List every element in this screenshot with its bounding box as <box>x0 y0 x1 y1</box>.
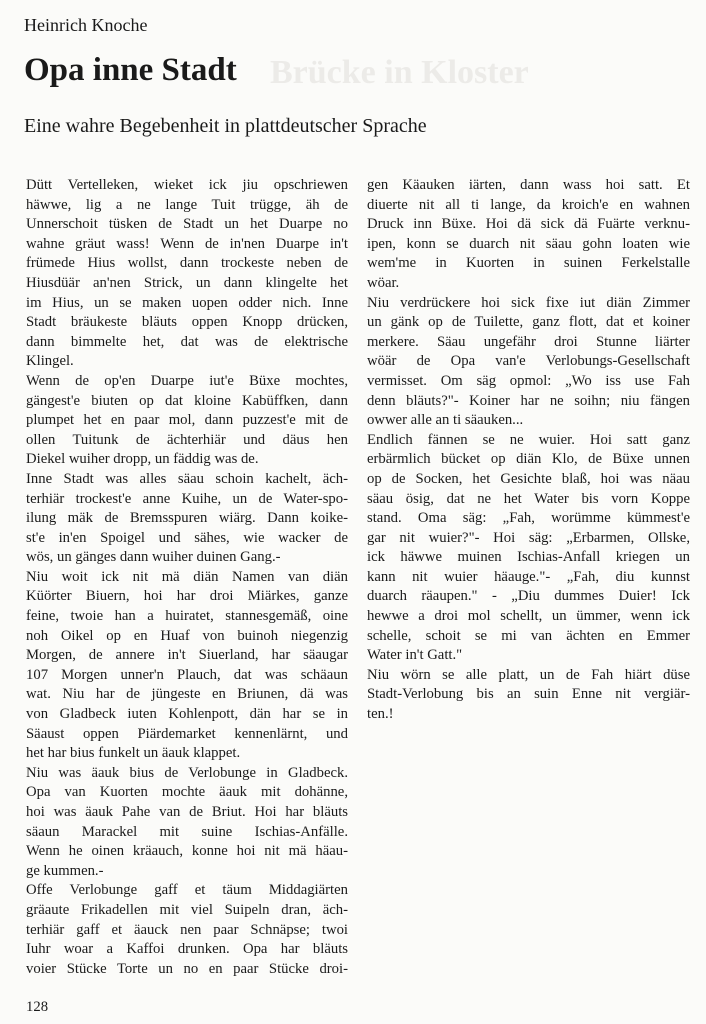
text-line: wös, un gänges dann wuiher duinen Gang.- <box>26 549 281 566</box>
text-line: ge kummen.- <box>26 862 104 879</box>
article-title: Opa inne Stadt <box>24 52 237 88</box>
text-line: op de Socken, het Gesichte blaß, hoi was näau <box>367 470 690 487</box>
text-line: owwer alle an ti säauken... <box>367 412 524 429</box>
text-line: Küörter Biuern, hoi har droi Miärkes, ganze <box>26 588 348 605</box>
text-line: vermisset. Om säg opmol: „Wo iss use Fah <box>367 372 690 389</box>
text-line: ilung mäk de Bremsspuren wiärg. Dann koike- <box>26 510 348 527</box>
text-line: noh Oikel op en Huaf von buinoh niegenzig <box>26 627 348 644</box>
text-line: wem'me in Kuorten in suinen Ferkelstalle <box>367 255 690 272</box>
text-column-right <box>367 176 690 725</box>
text-line: Niu verdrückere hoi sick fixe iut diän Zimmer <box>367 294 690 311</box>
text-line: het har bius funkelt un äauk klappet. <box>26 745 241 762</box>
text-line: Opa van Kuorten mochte äauk mit dohänne, <box>26 784 348 801</box>
text-line: erbärmlich bücket op diän Klo, de Büxe unnen <box>367 451 690 468</box>
text-line: duarch räaupen." - „Diu dummes Duier! Ick <box>367 588 690 605</box>
text-line: ick häwwe muinen Ischias-Anfall kriegen un <box>367 549 690 566</box>
text-line: Stadt bräukeste bläuts oppen Knopp drücken, <box>26 314 348 331</box>
text-line: schelle, schoit se mi van ächten en Emmer <box>367 627 690 644</box>
text-line: Wenn he oinen kräauch, konne hoi nit mä häau- <box>26 843 348 860</box>
text-line: von Gladbeck iuten Kohlenpott, dän har se in <box>26 706 348 723</box>
text-line: Diekel wuiher dropp, un fäddig was de. <box>26 451 259 468</box>
text-line: gräaute Frikadellen mit viel Suipeln dran, äch- <box>26 901 348 918</box>
text-line: wahne gräut wass! Wenn de in'nen Duarpe in't <box>26 235 348 252</box>
text-line: wat. Niu har de jüngeste en Briunen, dä was <box>26 686 348 703</box>
text-line: Iuhr woar a Kaffoi drunken. Opa har bläuts <box>26 941 348 958</box>
text-line: Inne Stadt was alles säau schoin kachelt, äch- <box>26 470 348 487</box>
text-line: Hiusdüär an'nen Strick, un dann klingelte het <box>26 274 348 291</box>
background-watermark: Brücke in Kloster <box>270 54 529 91</box>
text-line: gen Käauken iärten, dann wass hoi satt. Et <box>367 177 690 193</box>
text-line: merkere. Säau ungefähr droi Stunne liärter <box>367 333 690 350</box>
text-line: häwwe, lig a ne lange Tuit trügge, äh de <box>26 196 348 213</box>
text-line: 107 Morgen unner'n Plauch, dat was schäaun <box>26 666 348 683</box>
text-line: dann bimmelte het, dat was de elektrische <box>26 333 348 350</box>
text-line: säau ösig, dat ne het Water bis vorn Koppe <box>367 490 690 507</box>
text-line: voier Stücke Torte un no en paar Stücke droi- <box>26 960 348 977</box>
text-line: un gänk op de Tuilette, ganz flott, dat et koiner <box>367 314 690 331</box>
text-line: Unnerschoit tüsken de Stadt un het Duarpe no <box>26 216 348 233</box>
text-line: Klingel. <box>26 353 74 370</box>
text-line: Niu was äauk bius de Verlobunge in Gladbeck. <box>26 764 348 781</box>
text-column-left <box>26 176 348 979</box>
text-line: wöär de Opa van'e Verlobungs-Gesellschaft <box>367 353 690 370</box>
text-line: säaun Marackel mit suine Ischias-Anfälle. <box>26 823 348 840</box>
text-line: Wenn de op'en Duarpe iut'e Büxe mochtes, <box>26 372 348 389</box>
text-line: frümede Hius wollst, dann trockeste neben de <box>26 255 348 272</box>
author-name: Heinrich Knoche <box>24 15 148 35</box>
text-line: Water in't Gatt." <box>367 647 463 664</box>
page-number: 128 <box>26 999 49 1015</box>
text-line: Offe Verlobunge gaff et täum Middagiärten <box>26 882 348 899</box>
text-line: hoi was äauk Pahe van de Briut. Hoi har bläuts <box>26 804 348 820</box>
text-line: Endlich fännen se ne wuier. Hoi satt ganz <box>367 431 690 448</box>
text-line: Morgen, de annere in't Siuerland, har säaugar <box>26 647 348 664</box>
text-line: Stadt-Verlobung bis an suin Enne nit vergiär- <box>367 686 690 703</box>
article-subtitle: Eine wahre Begebenheit in plattdeutscher Sprache <box>24 115 427 137</box>
text-line: plumpet het en paar mol, dann puzzest'e mit de <box>26 412 348 429</box>
text-line: denn bläuts?"- Koiner har ne soihn; niu fängen <box>367 392 690 409</box>
text-line: im Hius, un se maken uopen odder nich. Inne <box>26 294 348 311</box>
text-line: terhiär gaff et äauck nen paar Schnäpse; twoi <box>26 921 348 938</box>
text-line: wöar. <box>367 274 400 291</box>
text-line: gar nit wuier?"- Hoi säg: „Erbarmen, Ollske, <box>367 529 690 546</box>
text-line: gängest'e biuten op dat kloine Kabüffken, dann <box>26 392 348 409</box>
text-line: Dütt Vertelleken, wieket ick jiu opschriewen <box>26 177 348 193</box>
text-line: diuerte nit all ti lange, da kroich'e en wahnen <box>367 196 690 213</box>
text-line: ten.! <box>367 706 394 723</box>
text-line: kann nit wuier häauge."- „Fah, diu kunnst <box>367 568 690 585</box>
text-line: Säaust oppen Piärdemarket kennenlärnt, und <box>26 725 348 742</box>
text-line: terhiär trockest'e anne Kuihe, un de Water-spo- <box>26 490 348 507</box>
text-line: hewwe a droi mol schellt, un ümmer, wenn ick <box>367 608 690 625</box>
text-line: Niu wörn se alle platt, un de Fah hiärt düse <box>367 666 690 683</box>
text-line: Niu woit ick nit mä diän Namen van diän <box>26 568 348 585</box>
text-line: feine, twoie han a huiratet, stannesgemäß, oine <box>26 608 348 625</box>
text-line: st'e in'en Spoigel und sähes, wie wacker de <box>26 529 348 546</box>
text-line: Druck inn Büxe. Hoi dä sick dä Fuärte verknu- <box>367 216 690 233</box>
text-line: ipen, konn se duarch nit säau gohn loaten wie <box>367 235 690 252</box>
text-line: ollen Tuitunk de ächterhiär und däus hen <box>26 431 348 448</box>
text-line: stand. Oma säg: „Fah, worümme kümmest'e <box>367 510 690 527</box>
